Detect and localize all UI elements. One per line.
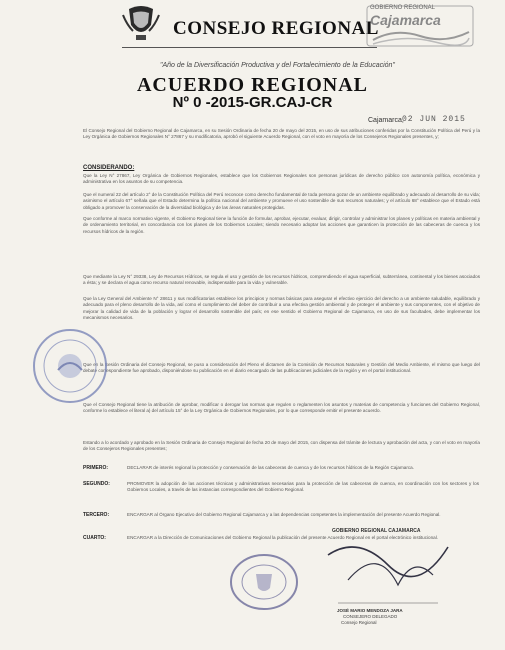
date-label: Cajamarca, — [368, 117, 404, 124]
recital-paragraph-8: Estando a lo acordado y aprobado en la Sesión Ordinaria de Consejo Regional de fecha 20 de mayo del 2015, con dispensa del trámite de lectura y aprobación del acta, y con el voto en mayoría de los Consejeros Regionales presentes; — [83, 440, 480, 452]
recital-paragraph-5: Que la Ley General del Ambiente N° 28611 y sus modificatorias establece los principios y normas básicas para asegurar el efectivo ejercicio del derecho a un ambiente saludable, equilibrado y adecuado para el pleno desarrollo de la vida, así como el cumplimiento del deber de contribuir a una efectiva gestión ambiental y de proteger el ambiente y sus componentes, con el objetivo de mejorar la calidad de vida de la población y lograr el desarrollo sostenible del país; en ese sentido el Gobierno Regional de Cajamarca, en uso de sus facultades, debe implementar los mecanismos necesarios. — [83, 296, 480, 321]
document-title: ACUERDO REGIONAL — [136, 74, 369, 96]
article-text: DECLARAR de interés regional la protección y conservación de las cabeceras de cuenca y de los recursos hídricos de la Región Cajamarca. — [127, 465, 415, 470]
article-text: ENCARGAR al Órgano Ejecutivo del Gobierno Regional Cajamarca y a las dependencias competentes la implementación del presente Acuerdo Regional. — [127, 512, 441, 517]
signature-mark — [318, 525, 458, 605]
signatory-name: JOSÉ MARIO MENDOZA JARA — [337, 608, 403, 613]
article-label: PRIMERO: — [83, 465, 108, 471]
article-text: PROMOVER la adopción de las acciones técnicas y administrativas necesarias para la protección de las cabeceras de cuenca, en coordinación con los sectores y los Gobiernos Locales, a través de las instancias correspondientes del Gobierno Regional. — [127, 481, 479, 493]
recital-paragraph-4: Que mediante la Ley N° 29338, Ley de Recursos Hídricos, se regula el uso y gestión de los recursos hídricos, comprendiendo el agua superficial, subterránea, continental y los bienes asociados a ésta; y se declara el agua como recurso natural renovable, indispensable para la vida y vulnerable. — [83, 274, 480, 286]
article-text: ENCARGAR a la Dirección de Comunicaciones del Gobierno Regional la publicación del presente Acuerdo Regional en el portal electrónico institucional. — [127, 535, 439, 540]
signatory-role: CONSEJERO DELEGADO — [343, 614, 398, 619]
header-divider — [122, 47, 377, 48]
date-stamp: 02 JUN 2015 — [402, 115, 466, 124]
presidency-seal-stamp — [228, 552, 300, 612]
signature-organization: GOBIERNO REGIONAL CAJAMARCA — [332, 528, 421, 534]
intro-paragraph: El Consejo Regional del Gobierno Regional de Cajamarca, en su Sesión Ordinaria de fecha 20 de mayo del 2015, en uso de sus atribuciones conferidas por la Constitución Política del Perú y la Ley Orgánica de Gobiernos Regionales N° 27867 y su modificatoria, aprobó el siguiente Acuerdo Regional, con el voto en mayoría de los Consejeros Regionales presentes, y; — [83, 128, 480, 140]
coat-of-arms-logo — [121, 5, 161, 43]
article-label: CUARTO: — [83, 535, 106, 541]
official-seal-stamp — [30, 326, 110, 406]
brand-subtitle: GOBIERNO REGIONAL — [370, 5, 436, 11]
recital-paragraph-7: Que el Consejo Regional tiene la atribución de aprobar, modificar o derogar las normas que regulen o reglamenten los asuntos y materias de competencia y funciones del Gobierno Regional, conforme lo establece el literal a) del artículo 15° de la Ley Orgánica de Gobiernos Regionales, por lo que corresponde emitir el presente acuerdo. — [83, 402, 480, 414]
signatory-body: Consejo Regional — [341, 620, 377, 625]
recital-paragraph-1: Que la Ley N° 27867, Ley Orgánica de Gobiernos Regionales, establece que los Gobiernos Regionales son personas jurídicas de derecho público con autonomía política, económica y administrativa en los asuntos de su competencia. — [83, 173, 480, 185]
recital-paragraph-6: Que en la Sesión Ordinaria del Consejo Regional, se puso a consideración del Pleno el dictamen de la Comisión de Recursos Naturales y Gestión del Medio Ambiente, el mismo que luego del debate correspondiente fue aprobado, disponiéndose su publicación en el diario encargado de las publicaciones judiciales de la región y en el portal institucional. — [83, 362, 480, 374]
recital-paragraph-3: Que conforme al marco normativo vigente, el Gobierno Regional tiene la función de formular, aprobar, ejecutar, evaluar, dirigir, controlar y administrar los planes y políticas en materia ambiental y de ordenamiento territorial, en concordancia con los planes de los Gobiernos Locales; siendo necesario adoptar las acciones que garanticen la protección de las cabeceras de cuenca y los recursos hídricos de la región. — [83, 216, 480, 234]
article-label: SEGUNDO: — [83, 481, 110, 487]
council-title: CONSEJO REGIONAL — [173, 18, 379, 39]
article-label: TERCERO: — [83, 512, 110, 518]
section-heading: CONSIDERANDO: — [83, 165, 135, 171]
recital-paragraph-2: Que el numeral 22 del artículo 2° de la Constitución Política del Perú reconoce como derecho fundamental de toda persona gozar de un ambiente equilibrado y adecuado al desarrollo de su vida; asimismo el artículo 67° señala que el Estado determina la política nacional del ambiente y promueve el uso sostenible de sus recursos naturales; y el artículo 68° establece que el Estado está obligado a promover la conservación de la diversidad biológica y de las áreas naturales protegidas. — [83, 192, 480, 210]
year-motto: "Año de la Diversificación Productiva y del Fortalecimiento de la Educación" — [160, 62, 395, 69]
brand-name: Cajamarca — [370, 12, 441, 28]
document-number: Nº 0 -2015-GR.CAJ-CR — [172, 94, 333, 111]
